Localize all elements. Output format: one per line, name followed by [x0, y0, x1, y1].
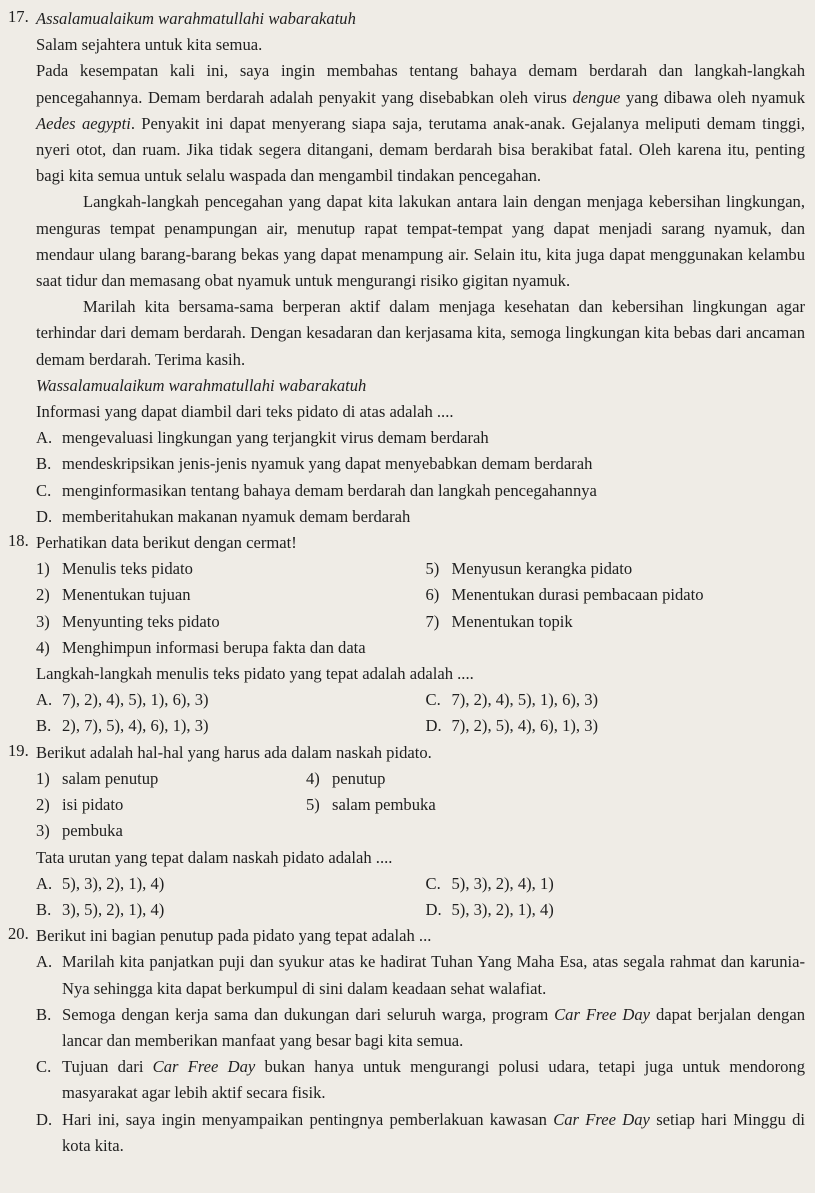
- question-intro: Perhatikan data berikut dengan cermat!: [36, 533, 297, 553]
- option-d[interactable]: D. memberitahukan makanan nyamuk demam berdarah: [36, 506, 411, 526]
- option-a[interactable]: A. mengevaluasi lingkungan yang terjangkit virus demam berdarah: [36, 428, 489, 448]
- question-text: Langkah-langkah menulis teks pidato yang tepat adalah adalah ....: [36, 664, 474, 684]
- option-d[interactable]: D. Hari ini, saya ingin menyampaikan pentingnya pemberlakuan kawasan Car Free Day setiap hari Minggu di kota kita.: [36, 1109, 805, 1155]
- option-b[interactable]: B. Semoga dengan kerja sama dan dukungan dari seluruh warga, program Car Free Day dapat berjalan dengan lancar dan memberikan manfaat yang besar bagi kita semua.: [36, 1004, 805, 1050]
- option-b[interactable]: B. 2), 7), 5), 4), 6), 1), 3): [36, 716, 209, 736]
- list-item: 5) Menyusun kerangka pidato: [425, 559, 633, 579]
- question-20: [8, 923, 805, 1159]
- list-item: 7) Menentukan topik: [425, 611, 573, 631]
- speech-paragraph-3: Marilah kita bersama-sama berperan aktif dalam menjaga kesehatan dan kebersihan lingkungan agar terhindar dari demam berdarah. Dengan kesadaran dan kerjasama kita, semoga lingkungan kita bebas dari ancaman demam berdarah. Terima kasih.: [36, 297, 805, 369]
- question-text: Tata urutan yang tepat dalam naskah pidato adalah ....: [36, 847, 393, 867]
- options: [36, 687, 805, 739]
- question-intro: Berikut adalah hal-hal yang harus ada dalam naskah pidato.: [36, 742, 432, 762]
- speech-paragraph-2: Langkah-langkah pencegahan yang dapat kita lakukan antara lain dengan menjaga kebersihan lingkungan, menguras tempat penampungan air, menutup rapat tempat-tempat yang dapat menjadi sarang nyamuk, dan mendaur ulang barang-barang bekas yang dapat menampung air. Selain itu, kita juga dapat menggunakan kelambu saat tidur dan memasang obat nyamuk untuk mengurangi risiko gigitan nyamuk.: [36, 192, 805, 291]
- list-item: 3) pembuka: [36, 821, 123, 841]
- option-a[interactable]: A. 7), 2), 4), 5), 1), 6), 3): [36, 690, 209, 710]
- list-item: 3) Menyunting teks pidato: [36, 611, 220, 631]
- list-item: 5) salam pembuka: [306, 795, 436, 815]
- option-b[interactable]: B. mendeskripsikan jenis-jenis nyamuk yang dapat menyebabkan demam berdarah: [36, 454, 593, 474]
- option-c[interactable]: C. Tujuan dari Car Free Day bukan hanya untuk mengurangi polusi udara, tetapi juga untuk mendorong masyarakat agar lebih aktif secara fisik.: [36, 1057, 805, 1103]
- list-item: 6) Menentukan durasi pembacaan pidato: [425, 585, 704, 605]
- question-number: 18.: [8, 531, 29, 551]
- option-c[interactable]: C. 7), 2), 4), 5), 1), 6), 3): [425, 690, 599, 710]
- speech-greeting-close: Wassalamualaikum warahmatullahi wabarakatuh: [36, 375, 367, 395]
- speech-salam: Salam sejahtera untuk kita semua.: [36, 35, 263, 55]
- question-17: [8, 6, 805, 530]
- option-c[interactable]: C. menginformasikan tentang bahaya demam berdarah dan langkah pencegahannya: [36, 480, 597, 500]
- option-d[interactable]: D. 7), 2), 5), 4), 6), 1), 3): [425, 716, 599, 736]
- question-number: 19.: [8, 740, 29, 760]
- list-item: 1) Menulis teks pidato: [36, 559, 193, 579]
- options: [36, 871, 805, 923]
- list-item: 2) isi pidato: [36, 795, 124, 815]
- speech-greeting-open: Assalamualaikum warahmatullahi wabarakatuh: [36, 9, 356, 28]
- option-c[interactable]: C. 5), 3), 2), 4), 1): [425, 873, 554, 893]
- list-item: 4) Menghimpun informasi berupa fakta dan data: [36, 637, 366, 657]
- question-18: [8, 530, 805, 740]
- list-item: 2) Menentukan tujuan: [36, 585, 191, 605]
- option-d[interactable]: D. 5), 3), 2), 1), 4): [425, 899, 554, 919]
- question-text: Informasi yang dapat diambil dari teks pidato di atas adalah ....: [36, 402, 454, 422]
- question-19: [8, 740, 805, 923]
- item-list: [36, 556, 805, 635]
- option-b[interactable]: B. 3), 5), 2), 1), 4): [36, 899, 165, 919]
- question-number: 20.: [8, 924, 29, 944]
- question-text: Berikut ini bagian penutup pada pidato yang tepat adalah ...: [36, 926, 432, 946]
- question-number: 17.: [8, 7, 29, 26]
- speech-paragraph-1: Pada kesempatan kali ini, saya ingin membahas tentang bahaya demam berdarah dan langkah-langkah pencegahannya. Demam berdarah adalah penyakit yang disebabkan oleh virus dengue yang dibawa oleh nyamuk Aedes aegypti. Penyakit ini dapat menyerang siapa saja, terutama anak-anak. Gejalanya meliputi demam tinggi, nyeri otot, dan ruam. Jika tidak segera ditangani, demam berdarah bisa berakibat fatal. Oleh karena itu, penting bagi kita semua untuk selalu waspada dan mengambil tindakan pencegahan.: [36, 61, 806, 186]
- list-item: 1) salam penutup: [36, 768, 159, 788]
- list-item: 4) penutup: [306, 768, 386, 788]
- item-list: [36, 766, 805, 845]
- option-a[interactable]: A. Marilah kita panjatkan puji dan syukur atas ke hadirat Tuhan Yang Maha Esa, atas segala rahmat dan karunia-Nya sehingga kita dapat berkumpul di sini dalam keadaan sehat walafiat.: [36, 952, 805, 998]
- option-a[interactable]: A. 5), 3), 2), 1), 4): [36, 873, 165, 893]
